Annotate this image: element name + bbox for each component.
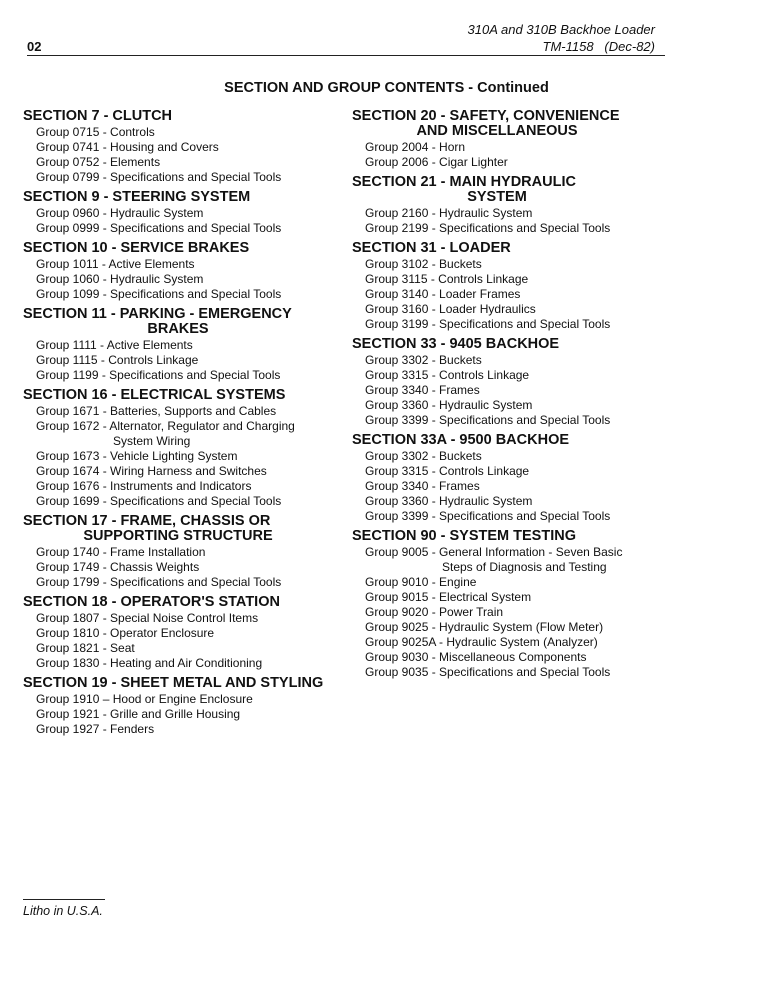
group-text: Group 1910 – Hood or Engine Enclosure bbox=[36, 692, 253, 706]
group-item bbox=[352, 317, 642, 332]
section-title-text: SECTION 7 - CLUTCH bbox=[23, 108, 173, 124]
section-title bbox=[23, 241, 333, 256]
group-item bbox=[352, 575, 642, 590]
group-item bbox=[23, 257, 333, 272]
group-text: Group 3315 - Controls Linkage bbox=[365, 368, 530, 382]
group-text: Group 3115 - Controls Linkage bbox=[365, 272, 529, 286]
section-title bbox=[352, 175, 642, 205]
group-text: Group 1921 - Grille and Grille Housing bbox=[36, 707, 241, 721]
group-text: Group 3302 - Buckets bbox=[365, 449, 482, 463]
group-item bbox=[23, 404, 333, 419]
group-item bbox=[352, 605, 642, 620]
section-block bbox=[352, 175, 642, 236]
group-text: Group 3360 - Hydraulic System bbox=[365, 494, 533, 508]
group-item bbox=[23, 575, 333, 590]
section-block bbox=[23, 676, 333, 737]
section-title-continued: SYSTEM bbox=[467, 189, 527, 205]
group-item bbox=[352, 545, 642, 575]
section-title-continued: BRAKES bbox=[147, 321, 209, 337]
section-block bbox=[352, 433, 642, 524]
section-title-text: SECTION 17 - FRAME, CHASSIS OR bbox=[23, 513, 271, 529]
section-block bbox=[23, 595, 333, 671]
group-item bbox=[23, 419, 333, 449]
group-text: Group 9010 - Engine bbox=[365, 575, 477, 589]
right-column bbox=[352, 109, 642, 685]
group-item bbox=[23, 560, 333, 575]
section-title-text: SECTION 31 - LOADER bbox=[352, 240, 511, 256]
group-item bbox=[23, 626, 333, 641]
section-title-text: SECTION 20 - SAFETY, CONVENIENCE bbox=[352, 108, 620, 124]
group-text: Group 9015 - Electrical System bbox=[365, 590, 532, 604]
contents-heading: SECTION AND GROUP CONTENTS - Continued bbox=[224, 80, 549, 96]
group-text: Group 1810 - Operator Enclosure bbox=[36, 626, 215, 640]
section-title-text: SECTION 16 - ELECTRICAL SYSTEMS bbox=[23, 387, 286, 403]
group-text: Group 3360 - Hydraulic System bbox=[365, 398, 533, 412]
group-text: Group 9005 - General Information - Seven Basic bbox=[365, 545, 623, 559]
group-text: Group 1807 - Special Noise Control Items bbox=[36, 611, 259, 625]
group-item bbox=[23, 494, 333, 509]
section-block bbox=[352, 337, 642, 428]
group-item bbox=[23, 353, 333, 368]
group-text: Group 9020 - Power Train bbox=[365, 605, 504, 619]
group-item bbox=[23, 287, 333, 302]
group-text: Group 1740 - Frame Installation bbox=[36, 545, 206, 559]
section-block bbox=[23, 514, 333, 590]
group-text: Group 9025A - Hydraulic System (Analyzer) bbox=[365, 635, 598, 649]
group-item bbox=[352, 413, 642, 428]
section-title-text: SECTION 9 - STEERING SYSTEM bbox=[23, 189, 251, 205]
section-title bbox=[352, 529, 642, 544]
section-title bbox=[352, 241, 642, 256]
group-text-continued: Steps of Diagnosis and Testing bbox=[442, 560, 607, 574]
section-title-text: SECTION 90 - SYSTEM TESTING bbox=[352, 528, 576, 544]
group-item bbox=[352, 590, 642, 605]
group-text: Group 9035 - Specifications and Special Tools bbox=[365, 665, 611, 679]
section-title-text: SECTION 33 - 9405 BACKHOE bbox=[352, 336, 560, 352]
group-text: Group 9030 - Miscellaneous Components bbox=[365, 650, 587, 664]
group-item bbox=[352, 287, 642, 302]
group-text: Group 3340 - Frames bbox=[365, 383, 480, 397]
group-item bbox=[23, 707, 333, 722]
section-block bbox=[352, 529, 642, 680]
group-text: Group 1799 - Specifications and Special Tools bbox=[36, 575, 282, 589]
group-text: Group 1111 - Active Elements bbox=[36, 338, 193, 352]
group-text: Group 1060 - Hydraulic System bbox=[36, 272, 204, 286]
group-text: Group 1115 - Controls Linkage bbox=[36, 353, 199, 367]
section-title-text: SECTION 21 - MAIN HYDRAULIC bbox=[352, 174, 576, 190]
section-title bbox=[23, 676, 333, 691]
group-text: Group 1821 - Seat bbox=[36, 641, 135, 655]
section-title bbox=[352, 337, 642, 352]
group-item bbox=[352, 464, 642, 479]
group-item bbox=[23, 692, 333, 707]
document-title: 310A and 310B Backhoe Loader bbox=[467, 22, 655, 37]
group-item bbox=[23, 140, 333, 155]
group-item bbox=[352, 650, 642, 665]
header-rule bbox=[27, 55, 665, 56]
group-item bbox=[352, 140, 642, 155]
section-title-text: SECTION 18 - OPERATOR'S STATION bbox=[23, 594, 280, 610]
section-block bbox=[352, 241, 642, 332]
group-item bbox=[23, 338, 333, 353]
group-item bbox=[23, 221, 333, 236]
section-title-text: SECTION 19 - SHEET METAL AND STYLING bbox=[23, 675, 324, 691]
group-text: Group 1673 - Vehicle Lighting System bbox=[36, 449, 238, 463]
group-item bbox=[352, 620, 642, 635]
group-item bbox=[352, 509, 642, 524]
group-text: Group 0960 - Hydraulic System bbox=[36, 206, 204, 220]
section-title bbox=[352, 433, 642, 448]
group-text: Group 0999 - Specifications and Special Tools bbox=[36, 221, 282, 235]
section-block bbox=[352, 109, 642, 170]
group-item bbox=[23, 479, 333, 494]
group-text: Group 2199 - Specifications and Special Tools bbox=[365, 221, 611, 235]
group-item bbox=[352, 353, 642, 368]
group-item bbox=[23, 611, 333, 626]
group-item bbox=[23, 545, 333, 560]
group-item bbox=[352, 368, 642, 383]
group-item bbox=[352, 257, 642, 272]
group-text: Group 2160 - Hydraulic System bbox=[365, 206, 533, 220]
section-title bbox=[23, 307, 333, 337]
group-text: Group 2004 - Horn bbox=[365, 140, 466, 154]
group-text: Group 1749 - Chassis Weights bbox=[36, 560, 200, 574]
section-block bbox=[23, 109, 333, 185]
section-block bbox=[23, 241, 333, 302]
group-item bbox=[352, 272, 642, 287]
group-text: Group 1671 - Batteries, Supports and Cables bbox=[36, 404, 277, 418]
group-item bbox=[23, 125, 333, 140]
group-text: Group 3140 - Loader Frames bbox=[365, 287, 521, 301]
group-text: Group 9025 - Hydraulic System (Flow Meter) bbox=[365, 620, 604, 634]
group-item bbox=[352, 635, 642, 650]
group-item bbox=[23, 155, 333, 170]
group-item bbox=[23, 449, 333, 464]
document-header bbox=[468, 21, 655, 55]
group-text: Group 3199 - Specifications and Special Tools bbox=[365, 317, 611, 331]
group-text: Group 1676 - Instruments and Indicators bbox=[36, 479, 252, 493]
group-item bbox=[352, 206, 642, 221]
group-item bbox=[352, 449, 642, 464]
group-text: Group 3340 - Frames bbox=[365, 479, 480, 493]
group-item bbox=[23, 368, 333, 383]
group-text: Group 1699 - Specifications and Special Tools bbox=[36, 494, 282, 508]
group-item bbox=[23, 272, 333, 287]
group-item bbox=[23, 722, 333, 737]
section-block bbox=[23, 190, 333, 236]
group-text: Group 0741 - Housing and Covers bbox=[36, 140, 219, 154]
section-title bbox=[23, 388, 333, 403]
group-text: Group 3302 - Buckets bbox=[365, 353, 482, 367]
group-text-continued: System Wiring bbox=[113, 434, 191, 448]
footer-note: Litho in U.S.A. bbox=[23, 904, 103, 918]
section-title bbox=[23, 595, 333, 610]
group-item bbox=[23, 170, 333, 185]
section-block bbox=[23, 307, 333, 383]
group-item bbox=[23, 206, 333, 221]
section-title-continued: AND MISCELLANEOUS bbox=[416, 123, 578, 139]
group-text: Group 0715 - Controls bbox=[36, 125, 155, 139]
section-block bbox=[23, 388, 333, 509]
group-text: Group 1674 - Wiring Harness and Switches bbox=[36, 464, 267, 478]
group-text: Group 1927 - Fenders bbox=[36, 722, 155, 736]
section-title bbox=[23, 514, 333, 544]
group-text: Group 0752 - Elements bbox=[36, 155, 161, 169]
group-item bbox=[352, 302, 642, 317]
group-text: Group 1672 - Alternator, Regulator and Charging bbox=[36, 419, 295, 433]
group-item bbox=[352, 155, 642, 170]
group-text: Group 3102 - Buckets bbox=[365, 257, 482, 271]
group-item bbox=[23, 641, 333, 656]
group-item bbox=[352, 479, 642, 494]
section-title bbox=[352, 109, 642, 139]
section-title bbox=[23, 109, 333, 124]
page-number: 02 bbox=[27, 39, 42, 54]
section-title-text: SECTION 10 - SERVICE BRAKES bbox=[23, 240, 250, 256]
group-item bbox=[352, 221, 642, 236]
footer-rule bbox=[23, 899, 105, 900]
group-text: Group 1830 - Heating and Air Conditioning bbox=[36, 656, 263, 670]
section-title-text: SECTION 33A - 9500 BACKHOE bbox=[352, 432, 570, 448]
section-title-text: SECTION 11 - PARKING - EMERGENCY bbox=[23, 306, 292, 322]
left-column bbox=[23, 109, 333, 742]
section-title bbox=[23, 190, 333, 205]
group-text: Group 3399 - Specifications and Special Tools bbox=[365, 509, 611, 523]
group-text: Group 3315 - Controls Linkage bbox=[365, 464, 530, 478]
group-item bbox=[23, 464, 333, 479]
group-item bbox=[23, 656, 333, 671]
group-text: Group 1011 - Active Elements bbox=[36, 257, 195, 271]
document-code: TM-1158 (Dec-82) bbox=[542, 39, 655, 54]
group-text: Group 3399 - Specifications and Special Tools bbox=[365, 413, 611, 427]
group-text: Group 3160 - Loader Hydraulics bbox=[365, 302, 536, 316]
group-item bbox=[352, 494, 642, 509]
group-text: Group 1099 - Specifications and Special Tools bbox=[36, 287, 282, 301]
group-text: Group 0799 - Specifications and Special Tools bbox=[36, 170, 282, 184]
group-text: Group 1199 - Specifications and Special Tools bbox=[36, 368, 281, 382]
group-item bbox=[352, 665, 642, 680]
group-item bbox=[352, 398, 642, 413]
group-item bbox=[352, 383, 642, 398]
group-text: Group 2006 - Cigar Lighter bbox=[365, 155, 508, 169]
section-title-continued: SUPPORTING STRUCTURE bbox=[83, 528, 273, 544]
